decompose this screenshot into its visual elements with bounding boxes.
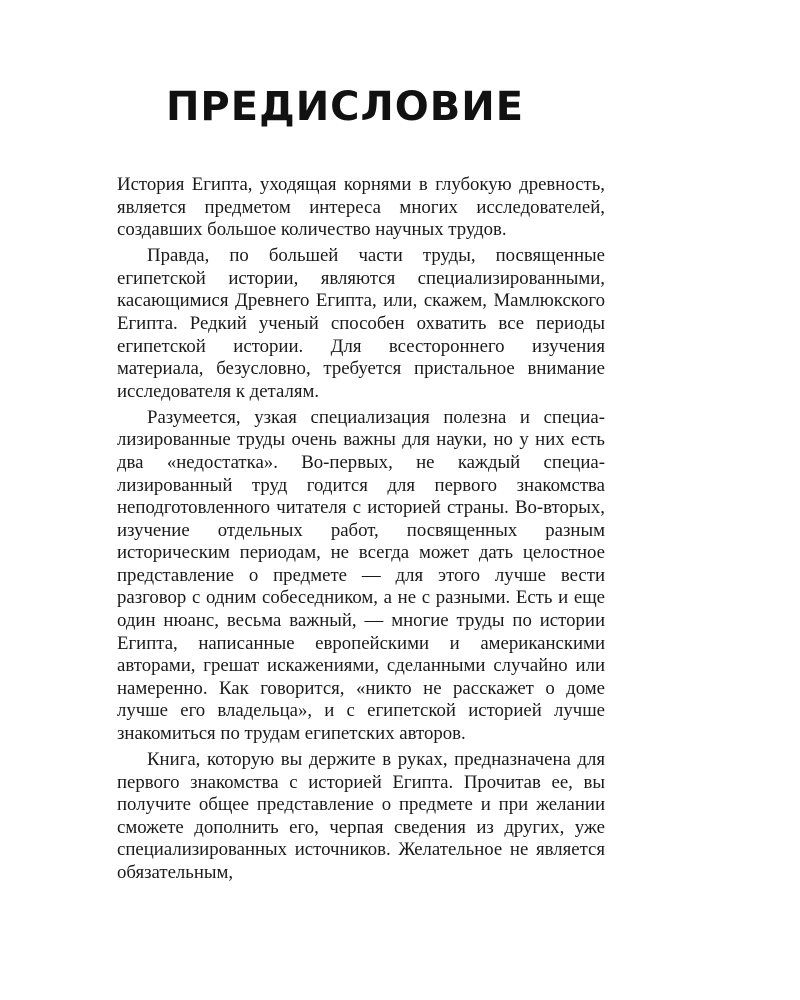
page-title: ПРЕДИСЛОВИЕ [165,84,525,130]
paragraph-4: Книга, которую вы держите в руках, предназначена для первого знакомства с историей Египта. Прочитав ее, вы получите общее представление о предмете и при желании сможете дополнить его, черпая сведения из других, уже специализированных источников. Желательное не является обязательным, [117,749,605,883]
body-text [117,174,605,888]
paragraph-1: История Египта, уходящая корнями в глубокую древность, является предметом интереса многих исследователей, создавших большое количество научных трудов. [117,174,605,241]
paragraph-3: Разумеется, узкая специализация полезна и специализированные труды очень важны для науки, но у них есть два «недостатка». Во-первых, не каждый специализированный труд годится для первого знакомства неподготовленного читателя с историей страны. Во-вторых, изучение отдельных работ, посвященных разным историческим периодам, не всегда может дать целостное представление о предмете — для этого лучше вести разговор с одним собеседником, а не с разными. Есть и еще один нюанс, весьма важный, — многие труды по истории Египта, написанные европейскими и американскими авторами, грешат искажениями, сделанными случайно или намеренно. Как говорится, «никто не расскажет о доме лучше его владельца», и с египетской историей лучше знакомиться по трудам египетских авторов. [117,406,605,745]
paragraph-2: Правда, по большей части труды, посвященные египетской истории, являются специализированными, касающимися Древнего Египта, или, скажем, Мамлюкского Египта. Редкий ученый способен охватить все периоды египетской истории. Для всестороннего изучения материала, безусловно, требуется пристальное внимание исследователя к деталям. [117,245,605,402]
